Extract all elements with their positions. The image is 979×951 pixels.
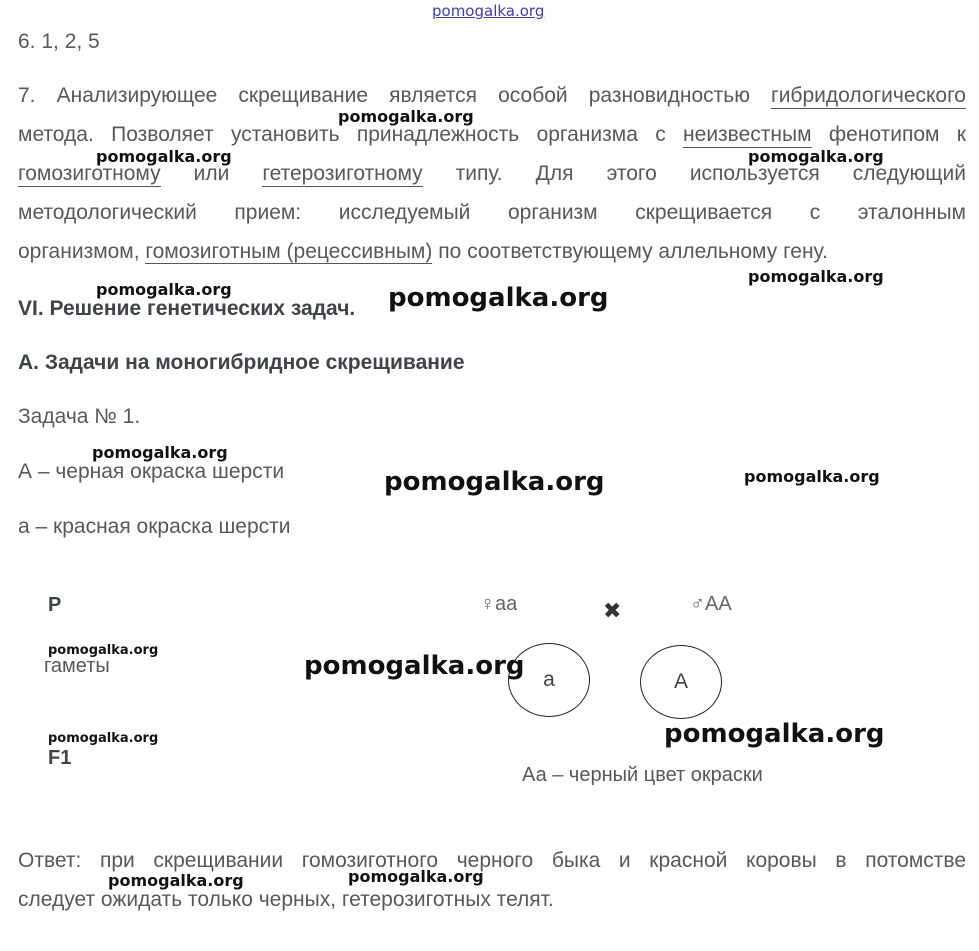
watermark: pomogalka.org: [48, 731, 159, 746]
gamete-male-circle: [640, 645, 722, 719]
answer-line-1: Ответ: при скрещивании гомозиготного черного быка и красной коровы в потомстве: [18, 849, 966, 872]
gamete-male-label: А: [673, 670, 688, 693]
item7-line-1: [18, 85, 966, 124]
female-genotype: ♀аа: [480, 593, 518, 615]
underlined-term: гетерозиготному: [262, 162, 423, 185]
watermark: pomogalka.org: [96, 147, 232, 166]
gene-dominant: А – черная окраска шерсти: [18, 460, 285, 483]
watermark: pomogalka.org: [48, 643, 159, 658]
gene-recessive: а – красная окраска шерсти: [18, 515, 291, 538]
gamete-female-label: а: [543, 668, 555, 691]
watermark: pomogalka.org: [96, 280, 232, 299]
underlined-term: гибридологического: [771, 84, 966, 107]
watermark: pomogalka.org: [108, 871, 244, 890]
item7-line-4: методологический прием: исследуемый организм скрещивается с эталонным: [18, 201, 966, 224]
text-fragment: 7. Анализирующее скрещивание является особой разновидностью: [18, 84, 772, 107]
watermark: pomogalka.org: [388, 283, 609, 313]
gametes-label: гаметы: [44, 655, 110, 677]
watermark: pomogalka.org: [92, 443, 228, 462]
underlined-term: неизвестным: [683, 123, 812, 146]
watermark: pomogalka.org: [748, 147, 884, 166]
text-fragment: метода. Позволяет установить принадлежность организма с: [18, 123, 684, 146]
watermark: pomogalka.org: [384, 467, 605, 497]
answer-item-7: [18, 85, 966, 280]
watermark: pomogalka.org: [664, 719, 885, 749]
section-heading-vi: VI. Решение генетических задач.: [18, 297, 356, 320]
text-fragment: или: [160, 162, 263, 185]
answer-line-2: следует ожидать только черных, гетерозиготных телят.: [18, 888, 554, 911]
watermark: pomogalka.org: [304, 651, 525, 681]
f1-result: Аа – черный цвет окраски: [522, 764, 763, 786]
header-watermark-link[interactable]: pomogalka.org: [432, 2, 545, 20]
answer-item-6: 6. 1, 2, 5: [18, 30, 100, 53]
text-fragment: фенотипом к: [811, 123, 966, 146]
text-fragment: типу. Для этого используется следующий: [422, 162, 966, 185]
f1-label: F1: [48, 747, 72, 769]
underlined-term: гомозиготному: [18, 162, 161, 185]
watermark: pomogalka.org: [744, 467, 880, 486]
cross-icon: ✖: [603, 599, 622, 624]
underlined-term: гомозиготным (рецессивным): [145, 240, 433, 263]
task-title: Задача № 1.: [18, 405, 141, 428]
section-heading-a: А. Задачи на моногибридное скрещивание: [18, 351, 465, 374]
watermark: pomogalka.org: [748, 267, 884, 286]
item7-line-3: [18, 163, 966, 202]
parents-label: Р: [48, 594, 62, 616]
male-genotype: ♂АА: [690, 593, 732, 615]
text-fragment: организмом,: [18, 240, 146, 263]
text-fragment: по соответствующему аллельному гену.: [432, 240, 828, 263]
watermark: pomogalka.org: [348, 867, 484, 886]
watermark: pomogalka.org: [338, 107, 474, 126]
